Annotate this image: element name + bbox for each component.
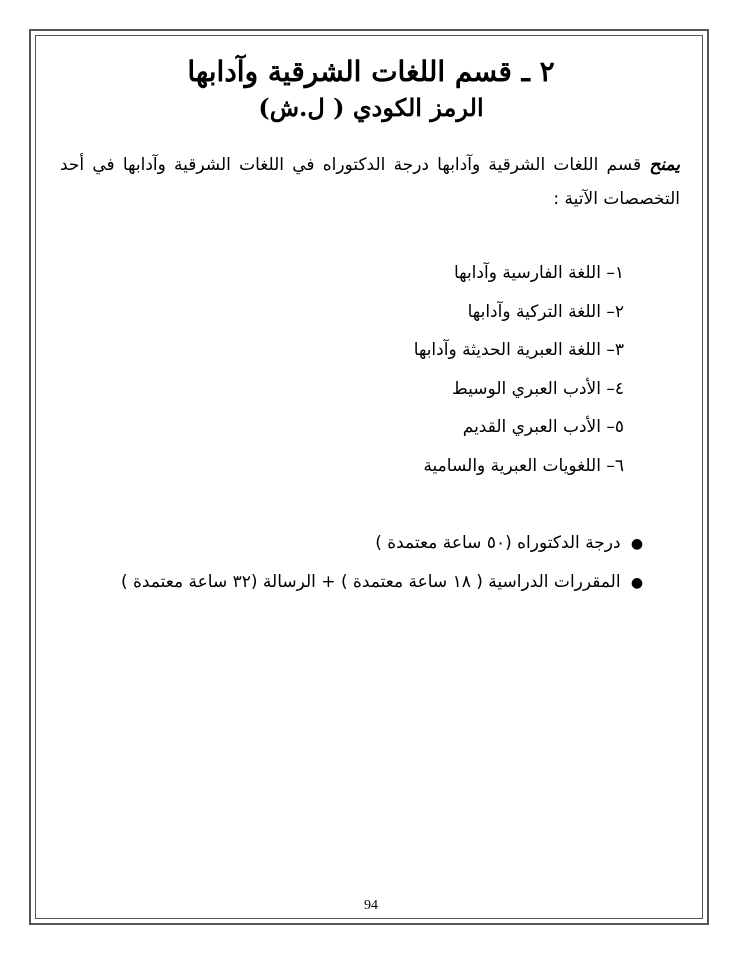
list-item: ٥– الأدب العبري القديم xyxy=(462,417,624,437)
list-item: ٢– اللغة التركية وآدابها xyxy=(467,301,624,322)
intro-lead-word: يمنح xyxy=(649,155,680,175)
intro-body-text: قسم اللغات الشرقية وآدابها درجة الدكتوراه في اللغات الشرقية وآدابها في أحد التخصصات الآتية : xyxy=(60,155,680,209)
bullet-icon: ● xyxy=(630,575,644,591)
requirements-list xyxy=(88,528,648,606)
list-item: ٤– الأدب العبري الوسيط xyxy=(452,378,624,399)
requirement-text: المقررات الدراسية ( ١٨ ساعة معتمدة ) + الرسالة (٣٢ ساعة معتمدة ) xyxy=(120,572,621,592)
list-item: ٦– اللغويات العبرية والسامية xyxy=(423,455,624,476)
bullet-icon: ● xyxy=(630,536,644,552)
section-code: الرمز الكودي ( ل.ش) xyxy=(258,93,484,122)
specializations-list xyxy=(204,258,624,489)
list-item xyxy=(88,567,648,606)
intro-paragraph xyxy=(60,148,680,216)
list-item: ٣– اللغة العبرية الحديثة وآدابها xyxy=(413,340,624,360)
page-number: 94 xyxy=(364,898,378,913)
section-title: ٢ ـ قسم اللغات الشرقية وآدابها xyxy=(187,55,555,88)
list-item: ١– اللغة الفارسية وآدابها xyxy=(453,263,624,283)
list-item xyxy=(88,528,648,567)
requirement-text: درجة الدكتوراه (٥٠ ساعة معتمدة ) xyxy=(375,533,621,553)
